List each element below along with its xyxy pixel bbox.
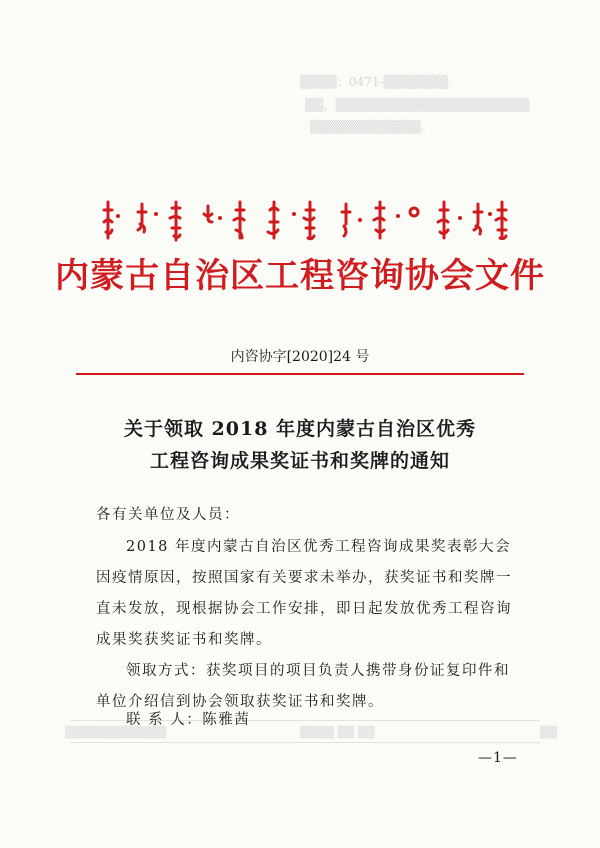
body-paragraph-1: 2018 年度内蒙古自治区优秀工程咨询成果奖表彰大会因疫情原因，按照国家有关要求未举办，获奖证书和奖牌一直未发放，现根据协会工作安排，即日起发放优秀工程咨询成果奖获奖证书和奖牌。 bbox=[96, 539, 512, 648]
document-number: 内咨协字[2020]24 号 bbox=[230, 349, 370, 365]
contact-person: 联 系 人：陈雅茜 bbox=[126, 712, 251, 728]
issuer-title: 内蒙古自治区工程咨询协会文件 bbox=[55, 256, 545, 296]
bleed-through-text: ▒▒▒▒：0471-▒▒▒▒▒▒▒ bbox=[300, 75, 449, 89]
red-divider-line bbox=[76, 373, 524, 375]
notice-title-line1: 关于领取 2018 年度内蒙古自治区优秀 bbox=[123, 418, 477, 440]
bleed-through-text: ▒▒▒▒ ▒▒ ▒▒ bbox=[300, 726, 375, 739]
bleed-through-text: ▒▒▒▒▒▒▒▒▒▒▒▒。 bbox=[310, 120, 433, 134]
bleed-through-text: ▒▒▒▒▒▒▒▒▒▒▒▒ bbox=[65, 726, 167, 739]
page-number: —1— bbox=[478, 750, 518, 766]
mongolian-script-header bbox=[98, 196, 510, 246]
body-paragraph-2: 领取方式：获奖项目的项目负责人携带身份证复印件和单位介绍信到协会领取获奖证书和奖牌。 bbox=[96, 663, 510, 710]
bleed-through-rule bbox=[70, 742, 540, 743]
salutation: 各有关单位及人员： bbox=[96, 507, 240, 523]
notice-title-line2: 工程咨询成果奖证书和奖牌的通知 bbox=[149, 450, 450, 472]
bleed-through-text: ▒▒ bbox=[540, 726, 557, 739]
bleed-through-text: ▒▒，▒▒▒▒▒▒▒▒▒▒▒▒▒▒▒▒▒▒▒▒▒ bbox=[305, 98, 530, 112]
